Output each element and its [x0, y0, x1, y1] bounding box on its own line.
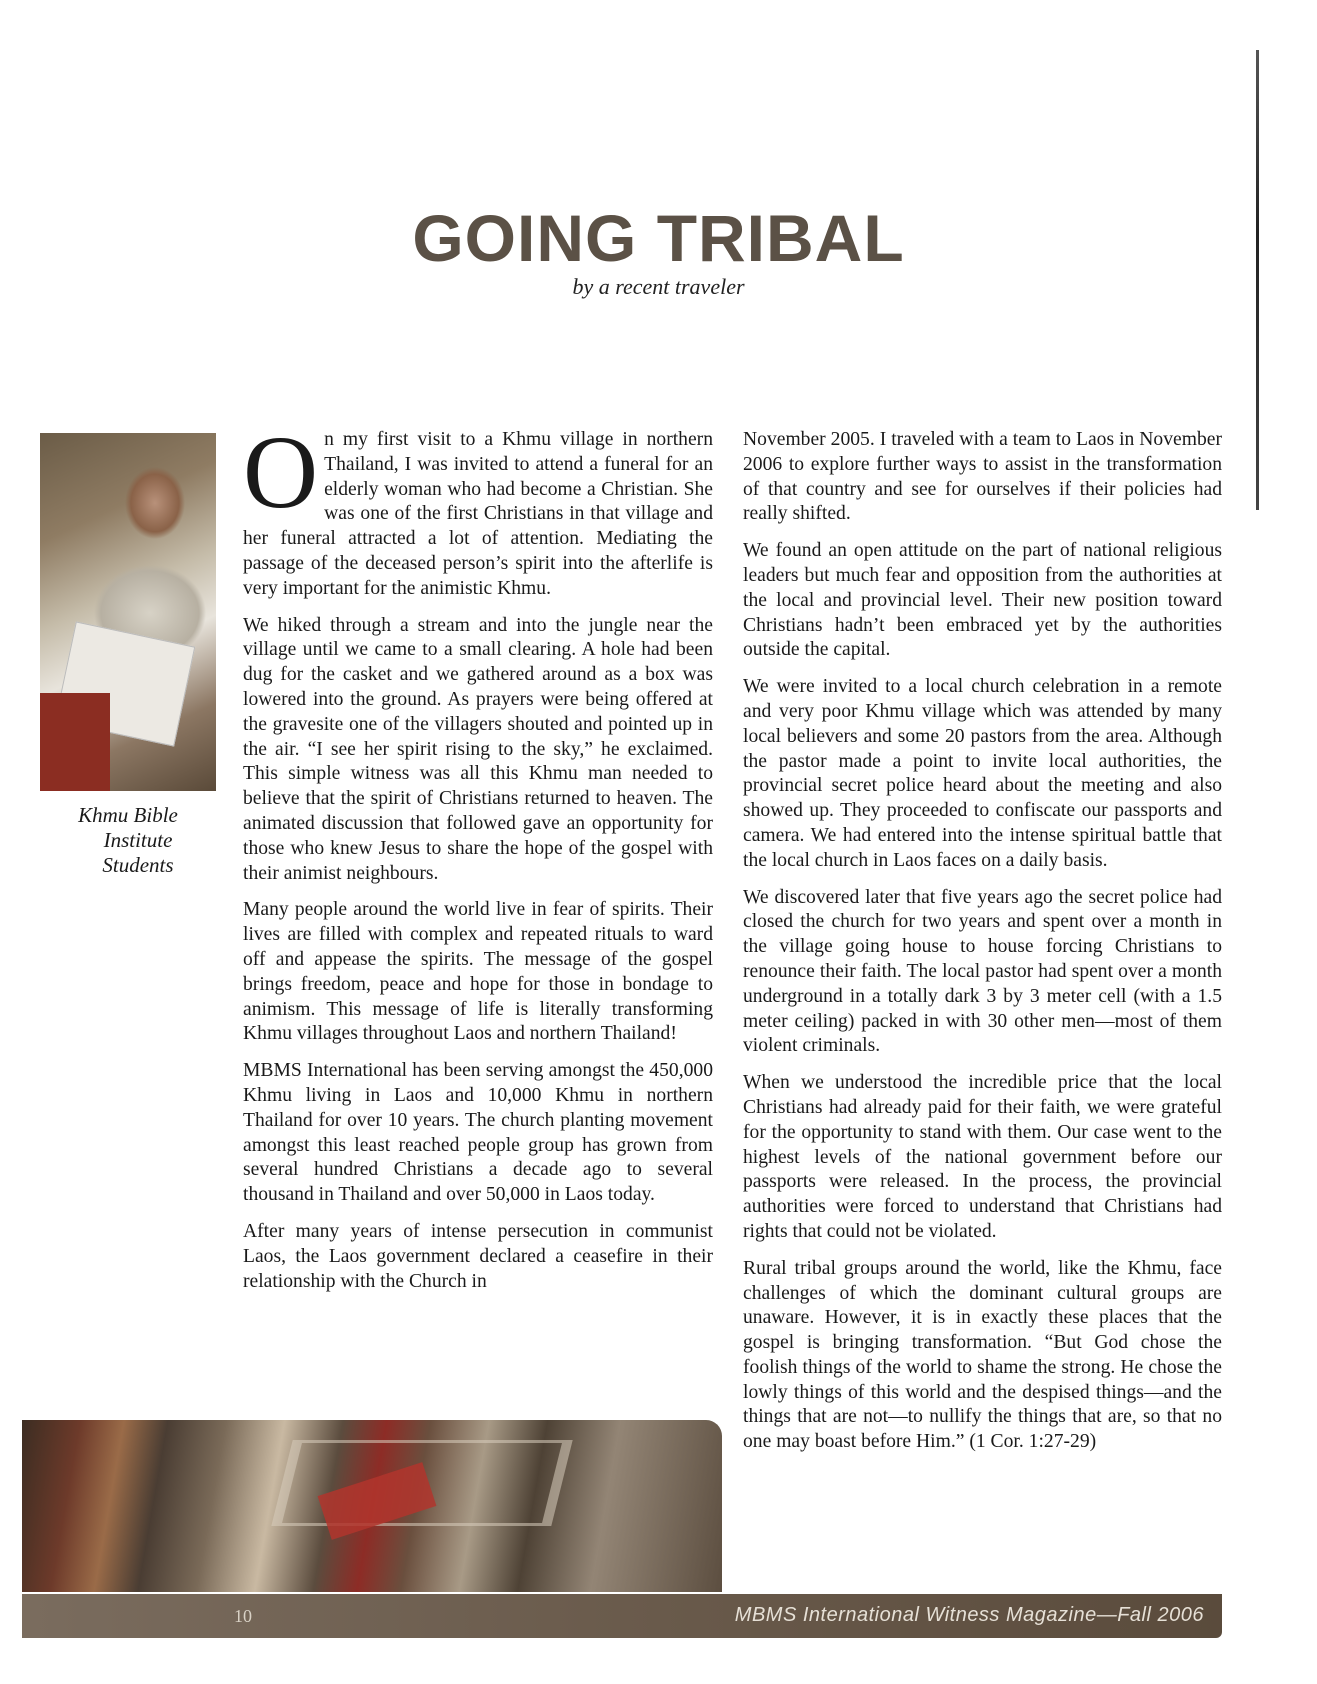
- weaving-photo: [22, 1420, 722, 1592]
- article-byline: by a recent traveler: [572, 274, 745, 299]
- paragraph: November 2005. I traveled with a team to Laos in November 2006 to explore further ways to assist in the transformation of that country and see for ourselves if their policies had really shifted.: [743, 429, 1222, 525]
- paragraph: We discovered later that five years ago the secret police had closed the church for two years and spent over a month in the village going house to house forcing Christians to renounce their faith. The local pastor had spent over a month underground in a totally dark 3 by 3 meter cell (with a 1.5 meter ceiling) packed in with 30 other men—most of them violent criminals.: [743, 886, 1222, 1057]
- article-column-right: [743, 428, 1222, 1467]
- paragraph: When we understood the incredible price that the local Christians had already paid for their faith, we were grateful for the opportunity to stand with them. Our case went to the highest levels of the national government before our passports were released. In the process, the provincial authorities were forced to understand that Christians had rights that could not be violated.: [743, 1072, 1222, 1242]
- caption-line: Institute: [103, 828, 173, 852]
- paragraph: We hiked through a stream and into the jungle near the village until we came to a small clearing. A hole had been dug for the casket and we gathered around as a box was lowered into the ground. As prayers were being offered at the gravesite one of the villagers shouted and pointed up in the air. “I see her spirit rising to the sky,” he exclaimed. This simple witness was all this Khmu man needed to believe that the spirit of Christians returned to heaven. The animated discussion that followed gave an opportunity for those who knew Jesus to share the hope of the gospel with their animist neighbours.: [243, 614, 713, 884]
- paragraph: We were invited to a local church celebration in a remote and very poor Khmu village which was attended by many local believers and some 20 pastors from the area. Although the pastor made a point to invite local authorities, the provincial secret police heard about the meeting and also showed up. They proceeded to confiscate our passports and camera. We had entered into the intense spiritual battle that the local church in Laos faces on a daily basis.: [743, 676, 1222, 871]
- paragraph-text: n my first visit to a Khmu village in northern Thailand, I was invited to attend a funeral for an elderly woman who had become a Christian. She was one of the first Christians in that village and her funeral attracted a lot of attention. Mediating the passage of the deceased person’s spirit into the afterlife is very important for the animistic Khmu.: [243, 429, 713, 599]
- caption-line: Students: [102, 853, 174, 877]
- drop-cap: O: [243, 415, 319, 530]
- photo-sleeve-shape: [40, 693, 110, 791]
- paragraph: After many years of intense persecution in communist Laos, the Laos government declared a ceasefire in their relationship with the Church in: [243, 1220, 713, 1292]
- paragraph: We found an open attitude on the part of national religious leaders but much fear and opposition from the authorities at the local and provincial level. Their new position toward Christians hadn’t been embraced yet by the authorities outside the capital.: [743, 540, 1222, 661]
- page-footer: [22, 1594, 1222, 1638]
- photo-caption: [40, 803, 216, 878]
- article-title: GOING TRIBAL: [412, 201, 905, 275]
- paragraph: MBMS International has been serving amongst the 450,000 Khmu living in Laos and 10,000 Khmu in northern Thailand for over 10 years. The church planting movement amongst this least reached people group has grown from several hundred Christians a decade ago to several thousand in Thailand and over 50,000 in Laos today.: [243, 1060, 713, 1206]
- paragraph: Many people around the world live in fear of spirits. Their lives are filled with complex and repeated rituals to ward off and appease the spirits. The message of the gospel brings freedom, peace and hope for those in bondage to animism. This message of life is literally transforming Khmu villages throughout Laos and northern Thailand!: [243, 899, 713, 1045]
- page-number: 10: [234, 1606, 252, 1626]
- paragraph: [243, 415, 713, 602]
- caption-line: Khmu Bible: [78, 803, 178, 827]
- paragraph: Rural tribal groups around the world, like the Khmu, face challenges of which the dominant cultural groups are unaware. However, it is in exactly these places that the gospel is bringing transformation. “But God chose the foolish things of the world to shame the strong. He chose the lowly things of this world and the despised things—and the things that are not—to nullify the things that are, so that no one may boast before Him.” (1 Cor. 1:27-29): [743, 1257, 1222, 1453]
- article-column-middle: [243, 415, 713, 1306]
- students-photo: [40, 433, 216, 791]
- publication-name: MBMS International Witness Magazine—Fall 2006: [734, 1604, 1204, 1626]
